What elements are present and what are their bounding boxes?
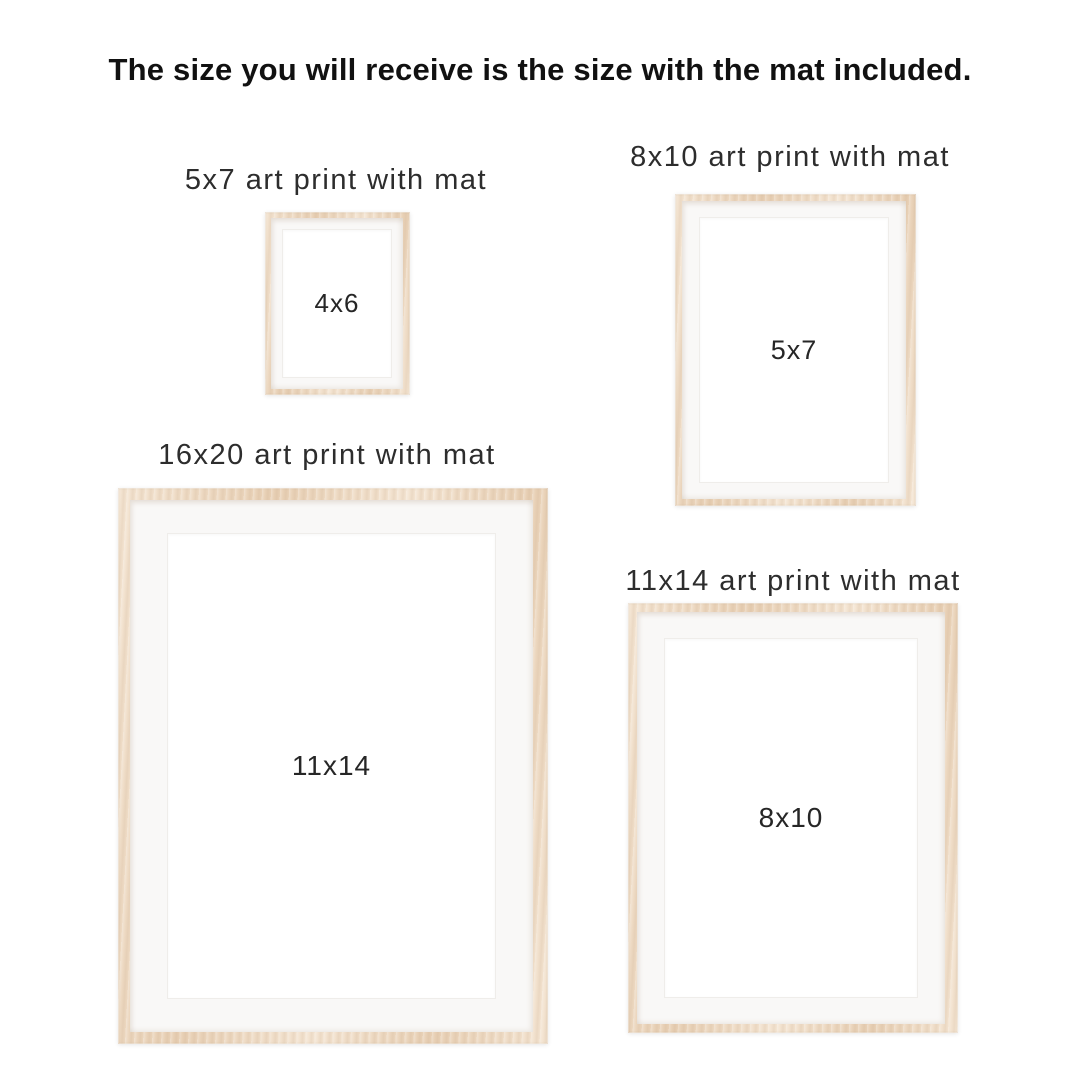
print-opening-11x14	[664, 638, 918, 998]
print-size-5x7: 4x6	[314, 288, 360, 318]
frame-16x20	[118, 488, 548, 1044]
print-opening-16x20	[167, 533, 496, 999]
frame-label-11x14: 11x14 art print with mat	[625, 565, 961, 597]
mat-16x20	[130, 500, 533, 1032]
print-size-16x20: 11x14	[291, 750, 372, 781]
frame-8x10	[675, 194, 916, 506]
frame-label-16x20: 16x20 art print with mat	[158, 439, 496, 471]
mat-8x10	[682, 201, 906, 499]
print-size-8x10: 5x7	[770, 334, 818, 365]
frame-label-5x7: 5x7 art print with mat	[184, 164, 488, 196]
frame-11x14	[628, 603, 958, 1033]
print-size-11x14: 8x10	[758, 802, 824, 833]
page-title: The size you will receive is the size with the mat included.	[108, 52, 972, 87]
mat-5x7	[271, 218, 403, 389]
print-opening-8x10	[699, 217, 889, 483]
print-opening-5x7	[282, 229, 392, 378]
frame-label-8x10: 8x10 art print with mat	[630, 141, 950, 173]
frame-5x7	[265, 212, 410, 395]
mat-11x14	[637, 612, 945, 1024]
